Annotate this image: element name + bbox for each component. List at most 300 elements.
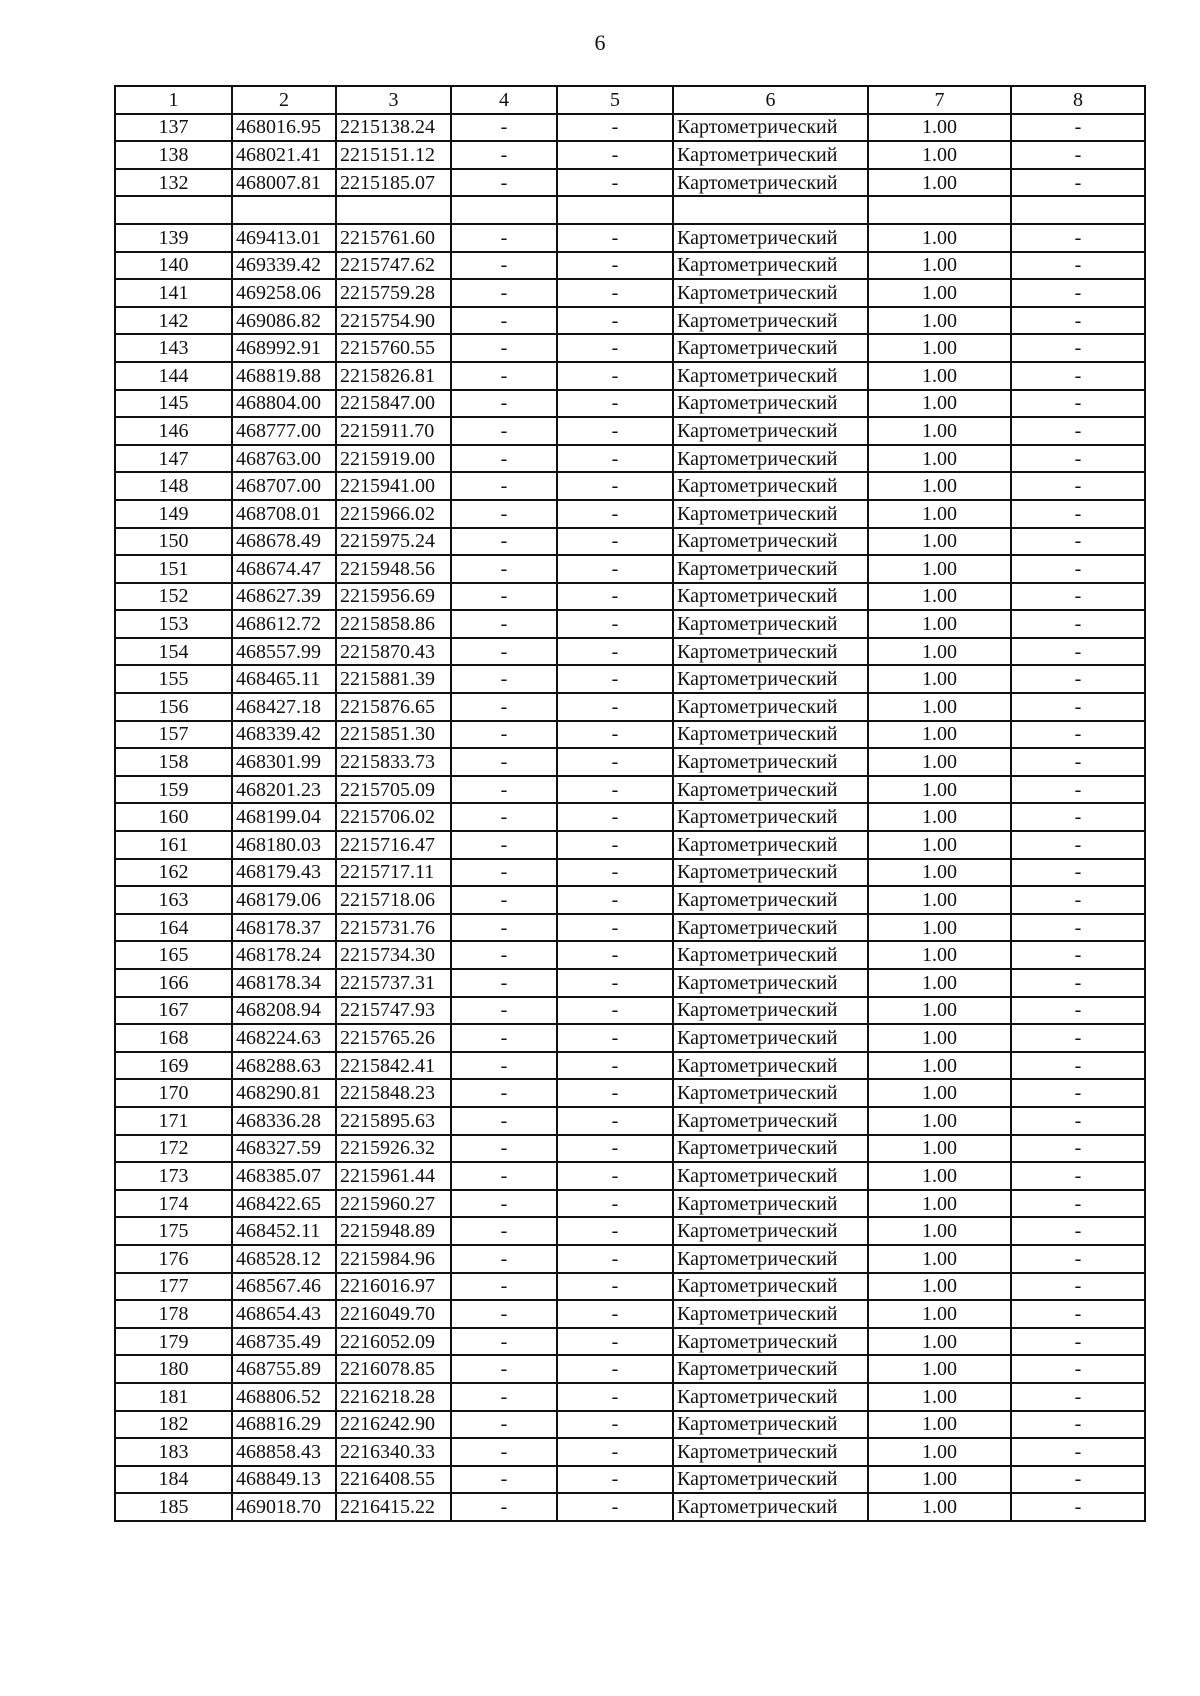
col4-cell: -	[451, 721, 557, 749]
accuracy-cell: 1.00	[868, 472, 1011, 500]
x-coordinate-cell: 468612.72	[232, 610, 336, 638]
point-number-cell: 162	[115, 859, 232, 887]
y-coordinate-cell: 2216078.85	[336, 1355, 451, 1383]
col5-cell: -	[557, 334, 673, 362]
col4-cell: -	[451, 997, 557, 1025]
col4-cell: -	[451, 748, 557, 776]
col8-cell: -	[1011, 1162, 1145, 1190]
col4-cell: -	[451, 1217, 557, 1245]
point-number-cell: 166	[115, 969, 232, 997]
point-number-cell: 172	[115, 1135, 232, 1163]
col5-cell: -	[557, 914, 673, 942]
x-coordinate-cell: 468178.24	[232, 941, 336, 969]
accuracy-cell: 1.00	[868, 997, 1011, 1025]
col4-cell: -	[451, 1383, 557, 1411]
point-number-cell: 182	[115, 1411, 232, 1439]
col4-cell: -	[451, 252, 557, 280]
accuracy-cell: 1.00	[868, 1355, 1011, 1383]
col4-cell: -	[451, 583, 557, 611]
y-coordinate-cell: 2215948.56	[336, 555, 451, 583]
x-coordinate-cell: 469086.82	[232, 307, 336, 335]
x-coordinate-cell: 468678.49	[232, 528, 336, 556]
col8-cell: -	[1011, 472, 1145, 500]
col5-cell: -	[557, 390, 673, 418]
point-number-cell: 180	[115, 1355, 232, 1383]
point-number-cell: 168	[115, 1024, 232, 1052]
accuracy-cell: 1.00	[868, 445, 1011, 473]
method-cell: Картометрический	[673, 1245, 868, 1273]
col5-cell: -	[557, 224, 673, 252]
method-cell: Картометрический	[673, 307, 868, 335]
x-coordinate-cell: 468208.94	[232, 997, 336, 1025]
table-row	[115, 334, 1145, 362]
accuracy-cell: 1.00	[868, 859, 1011, 887]
y-coordinate-cell: 2216218.28	[336, 1383, 451, 1411]
col4-cell	[451, 196, 557, 224]
col8-cell: -	[1011, 1107, 1145, 1135]
col5-cell: -	[557, 748, 673, 776]
col8-cell: -	[1011, 1328, 1145, 1356]
table-row	[115, 390, 1145, 418]
method-cell: Картометрический	[673, 583, 868, 611]
table-row	[115, 307, 1145, 335]
accuracy-cell: 1.00	[868, 1079, 1011, 1107]
table-row	[115, 914, 1145, 942]
col8-cell: -	[1011, 1190, 1145, 1218]
point-number-cell: 165	[115, 941, 232, 969]
x-coordinate-cell: 468465.11	[232, 665, 336, 693]
col4-cell: -	[451, 1245, 557, 1273]
x-coordinate-cell: 468336.28	[232, 1107, 336, 1135]
col5-cell: -	[557, 1162, 673, 1190]
col8-cell: -	[1011, 914, 1145, 942]
y-coordinate-cell: 2215851.30	[336, 721, 451, 749]
coordinates-table	[114, 85, 1146, 1522]
accuracy-cell: 1.00	[868, 748, 1011, 776]
header-cell: 3	[336, 86, 451, 114]
table-row	[115, 748, 1145, 776]
col4-cell: -	[451, 500, 557, 528]
accuracy-cell: 1.00	[868, 279, 1011, 307]
col8-cell: -	[1011, 1052, 1145, 1080]
method-cell: Картометрический	[673, 665, 868, 693]
x-coordinate-cell: 468777.00	[232, 417, 336, 445]
accuracy-cell: 1.00	[868, 831, 1011, 859]
point-number-cell: 185	[115, 1493, 232, 1521]
col8-cell: -	[1011, 721, 1145, 749]
col4-cell: -	[451, 1355, 557, 1383]
col8-cell: -	[1011, 141, 1145, 169]
table-row	[115, 941, 1145, 969]
col8-cell: -	[1011, 831, 1145, 859]
y-coordinate-cell: 2215876.65	[336, 693, 451, 721]
col4-cell: -	[451, 803, 557, 831]
col8-cell: -	[1011, 1273, 1145, 1301]
point-number-cell: 158	[115, 748, 232, 776]
col5-cell: -	[557, 721, 673, 749]
method-cell: Картометрический	[673, 279, 868, 307]
col8-cell: -	[1011, 334, 1145, 362]
table-row	[115, 610, 1145, 638]
table-row	[115, 665, 1145, 693]
x-coordinate-cell: 468327.59	[232, 1135, 336, 1163]
point-number-cell: 139	[115, 224, 232, 252]
x-coordinate-cell: 468301.99	[232, 748, 336, 776]
col4-cell: -	[451, 1466, 557, 1494]
point-number-cell: 142	[115, 307, 232, 335]
header-cell: 7	[868, 86, 1011, 114]
col5-cell: -	[557, 141, 673, 169]
accuracy-cell: 1.00	[868, 1135, 1011, 1163]
accuracy-cell: 1.00	[868, 1466, 1011, 1494]
table-row	[115, 555, 1145, 583]
x-coordinate-cell: 468654.43	[232, 1300, 336, 1328]
method-cell: Картометрический	[673, 500, 868, 528]
y-coordinate-cell: 2215759.28	[336, 279, 451, 307]
col8-cell: -	[1011, 1217, 1145, 1245]
col4-cell: -	[451, 1135, 557, 1163]
col5-cell: -	[557, 1273, 673, 1301]
table-row	[115, 141, 1145, 169]
y-coordinate-cell: 2215895.63	[336, 1107, 451, 1135]
col4-cell: -	[451, 1300, 557, 1328]
y-coordinate-cell: 2215919.00	[336, 445, 451, 473]
col8-cell: -	[1011, 997, 1145, 1025]
y-coordinate-cell: 2215847.00	[336, 390, 451, 418]
x-coordinate-cell: 468992.91	[232, 334, 336, 362]
method-cell: Картометрический	[673, 914, 868, 942]
x-coordinate-cell: 469018.70	[232, 1493, 336, 1521]
table-row	[115, 638, 1145, 666]
method-cell: Картометрический	[673, 445, 868, 473]
table-row	[115, 445, 1145, 473]
accuracy-cell: 1.00	[868, 665, 1011, 693]
col5-cell: -	[557, 279, 673, 307]
col8-cell: -	[1011, 1466, 1145, 1494]
y-coordinate-cell: 2215737.31	[336, 969, 451, 997]
y-coordinate-cell: 2216049.70	[336, 1300, 451, 1328]
y-coordinate-cell: 2216052.09	[336, 1328, 451, 1356]
col4-cell: -	[451, 1273, 557, 1301]
accuracy-cell: 1.00	[868, 390, 1011, 418]
header-cell: 8	[1011, 86, 1145, 114]
x-coordinate-cell: 468339.42	[232, 721, 336, 749]
y-coordinate-cell: 2215760.55	[336, 334, 451, 362]
col4-cell: -	[451, 445, 557, 473]
col4-cell: -	[451, 941, 557, 969]
x-coordinate-cell: 468858.43	[232, 1438, 336, 1466]
table-row	[115, 1355, 1145, 1383]
y-coordinate-cell: 2215754.90	[336, 307, 451, 335]
col8-cell: -	[1011, 390, 1145, 418]
col8-cell: -	[1011, 610, 1145, 638]
col5-cell: -	[557, 1493, 673, 1521]
x-coordinate-cell: 468288.63	[232, 1052, 336, 1080]
col5-cell: -	[557, 941, 673, 969]
y-coordinate-cell: 2215870.43	[336, 638, 451, 666]
point-number-cell: 178	[115, 1300, 232, 1328]
point-number-cell: 151	[115, 555, 232, 583]
accuracy-cell: 1.00	[868, 1411, 1011, 1439]
table-row	[115, 1300, 1145, 1328]
y-coordinate-cell: 2215185.07	[336, 169, 451, 197]
col4-cell: -	[451, 169, 557, 197]
method-cell	[673, 196, 868, 224]
col5-cell: -	[557, 362, 673, 390]
col5-cell: -	[557, 114, 673, 142]
x-coordinate-cell: 468674.47	[232, 555, 336, 583]
x-coordinate-cell: 468179.06	[232, 886, 336, 914]
x-coordinate-cell: 468385.07	[232, 1162, 336, 1190]
col5-cell: -	[557, 1135, 673, 1163]
col5-cell: -	[557, 528, 673, 556]
x-coordinate-cell: 469413.01	[232, 224, 336, 252]
col8-cell: -	[1011, 748, 1145, 776]
point-number-cell: 160	[115, 803, 232, 831]
table-row	[115, 859, 1145, 887]
y-coordinate-cell: 2215911.70	[336, 417, 451, 445]
col4-cell: -	[451, 638, 557, 666]
point-number-cell: 137	[115, 114, 232, 142]
method-cell: Картометрический	[673, 610, 868, 638]
col5-cell: -	[557, 169, 673, 197]
table-row	[115, 997, 1145, 1025]
table-row	[115, 776, 1145, 804]
method-cell: Картометрический	[673, 721, 868, 749]
x-coordinate-cell: 468816.29	[232, 1411, 336, 1439]
accuracy-cell: 1.00	[868, 693, 1011, 721]
x-coordinate-cell: 468735.49	[232, 1328, 336, 1356]
accuracy-cell: 1.00	[868, 1493, 1011, 1521]
method-cell: Картометрический	[673, 1300, 868, 1328]
accuracy-cell: 1.00	[868, 776, 1011, 804]
table-row	[115, 1107, 1145, 1135]
table-row	[115, 279, 1145, 307]
table-row	[115, 1383, 1145, 1411]
table-row	[115, 886, 1145, 914]
header-cell: 2	[232, 86, 336, 114]
accuracy-cell: 1.00	[868, 1217, 1011, 1245]
y-coordinate-cell	[336, 196, 451, 224]
x-coordinate-cell: 468755.89	[232, 1355, 336, 1383]
header-cell: 4	[451, 86, 557, 114]
table-row-blank	[115, 196, 1145, 224]
accuracy-cell: 1.00	[868, 583, 1011, 611]
col4-cell: -	[451, 1024, 557, 1052]
col8-cell: -	[1011, 1300, 1145, 1328]
x-coordinate-cell: 468567.46	[232, 1273, 336, 1301]
point-number-cell: 176	[115, 1245, 232, 1273]
col4-cell: -	[451, 1162, 557, 1190]
col5-cell: -	[557, 1217, 673, 1245]
table-row	[115, 224, 1145, 252]
point-number-cell: 156	[115, 693, 232, 721]
method-cell: Картометрический	[673, 886, 868, 914]
y-coordinate-cell: 2215138.24	[336, 114, 451, 142]
table-row	[115, 721, 1145, 749]
x-coordinate-cell: 468016.95	[232, 114, 336, 142]
method-cell: Картометрический	[673, 969, 868, 997]
col8-cell: -	[1011, 638, 1145, 666]
point-number-cell: 183	[115, 1438, 232, 1466]
accuracy-cell: 1.00	[868, 169, 1011, 197]
col5-cell: -	[557, 307, 673, 335]
y-coordinate-cell: 2215731.76	[336, 914, 451, 942]
method-cell: Картометрический	[673, 748, 868, 776]
method-cell: Картометрический	[673, 1024, 868, 1052]
col8-cell: -	[1011, 776, 1145, 804]
table-row	[115, 528, 1145, 556]
table-body	[115, 114, 1145, 1521]
point-number-cell: 150	[115, 528, 232, 556]
table-row	[115, 1135, 1145, 1163]
accuracy-cell: 1.00	[868, 334, 1011, 362]
y-coordinate-cell: 2215961.44	[336, 1162, 451, 1190]
x-coordinate-cell: 468179.43	[232, 859, 336, 887]
col8-cell: -	[1011, 445, 1145, 473]
y-coordinate-cell: 2215881.39	[336, 665, 451, 693]
accuracy-cell: 1.00	[868, 1328, 1011, 1356]
accuracy-cell: 1.00	[868, 555, 1011, 583]
method-cell: Картометрический	[673, 1355, 868, 1383]
method-cell: Картометрический	[673, 997, 868, 1025]
accuracy-cell: 1.00	[868, 1107, 1011, 1135]
y-coordinate-cell: 2215975.24	[336, 528, 451, 556]
table-row	[115, 1438, 1145, 1466]
col8-cell: -	[1011, 1245, 1145, 1273]
point-number-cell: 146	[115, 417, 232, 445]
x-coordinate-cell: 469258.06	[232, 279, 336, 307]
col5-cell: -	[557, 1107, 673, 1135]
col4-cell: -	[451, 362, 557, 390]
method-cell: Картометрический	[673, 1217, 868, 1245]
header-cell: 6	[673, 86, 868, 114]
table-row	[115, 362, 1145, 390]
y-coordinate-cell: 2215941.00	[336, 472, 451, 500]
method-cell: Картометрический	[673, 941, 868, 969]
y-coordinate-cell: 2215734.30	[336, 941, 451, 969]
y-coordinate-cell: 2215858.86	[336, 610, 451, 638]
accuracy-cell: 1.00	[868, 1024, 1011, 1052]
accuracy-cell: 1.00	[868, 721, 1011, 749]
point-number-cell: 148	[115, 472, 232, 500]
accuracy-cell: 1.00	[868, 114, 1011, 142]
point-number-cell: 181	[115, 1383, 232, 1411]
y-coordinate-cell: 2216242.90	[336, 1411, 451, 1439]
x-coordinate-cell: 468707.00	[232, 472, 336, 500]
col4-cell: -	[451, 1328, 557, 1356]
accuracy-cell: 1.00	[868, 1052, 1011, 1080]
y-coordinate-cell: 2215842.41	[336, 1052, 451, 1080]
method-cell: Картометрический	[673, 528, 868, 556]
point-number-cell: 141	[115, 279, 232, 307]
point-number-cell: 184	[115, 1466, 232, 1494]
method-cell: Картометрический	[673, 472, 868, 500]
col4-cell: -	[451, 307, 557, 335]
method-cell: Картометрический	[673, 1273, 868, 1301]
x-coordinate-cell	[232, 196, 336, 224]
table-row	[115, 1079, 1145, 1107]
col4-cell: -	[451, 776, 557, 804]
col4-cell: -	[451, 969, 557, 997]
x-coordinate-cell: 468557.99	[232, 638, 336, 666]
table-row	[115, 500, 1145, 528]
point-number-cell: 152	[115, 583, 232, 611]
method-cell: Картометрический	[673, 1466, 868, 1494]
col5-cell: -	[557, 859, 673, 887]
col8-cell: -	[1011, 693, 1145, 721]
x-coordinate-cell: 468422.65	[232, 1190, 336, 1218]
method-cell: Картометрический	[673, 1328, 868, 1356]
col4-cell: -	[451, 390, 557, 418]
table-row	[115, 417, 1145, 445]
method-cell: Картометрический	[673, 638, 868, 666]
point-number-cell: 174	[115, 1190, 232, 1218]
accuracy-cell: 1.00	[868, 1300, 1011, 1328]
header-row	[115, 86, 1145, 114]
table-row	[115, 1024, 1145, 1052]
table-row	[115, 169, 1145, 197]
y-coordinate-cell: 2215151.12	[336, 141, 451, 169]
col8-cell: -	[1011, 1024, 1145, 1052]
x-coordinate-cell: 468427.18	[232, 693, 336, 721]
col8-cell: -	[1011, 224, 1145, 252]
col5-cell: -	[557, 445, 673, 473]
col4-cell: -	[451, 1190, 557, 1218]
point-number-cell: 143	[115, 334, 232, 362]
method-cell: Картометрический	[673, 803, 868, 831]
method-cell: Картометрический	[673, 169, 868, 197]
col5-cell: -	[557, 610, 673, 638]
x-coordinate-cell: 468627.39	[232, 583, 336, 611]
method-cell: Картометрический	[673, 1411, 868, 1439]
method-cell: Картометрический	[673, 831, 868, 859]
point-number-cell: 157	[115, 721, 232, 749]
col4-cell: -	[451, 1493, 557, 1521]
table-row	[115, 1245, 1145, 1273]
method-cell: Картометрический	[673, 1190, 868, 1218]
accuracy-cell: 1.00	[868, 803, 1011, 831]
point-number-cell: 170	[115, 1079, 232, 1107]
col8-cell: -	[1011, 1411, 1145, 1439]
accuracy-cell: 1.00	[868, 914, 1011, 942]
point-number-cell: 163	[115, 886, 232, 914]
x-coordinate-cell: 468763.00	[232, 445, 336, 473]
accuracy-cell: 1.00	[868, 362, 1011, 390]
point-number-cell: 155	[115, 665, 232, 693]
x-coordinate-cell: 468452.11	[232, 1217, 336, 1245]
col5-cell: -	[557, 1024, 673, 1052]
x-coordinate-cell: 468819.88	[232, 362, 336, 390]
x-coordinate-cell: 468201.23	[232, 776, 336, 804]
table-row	[115, 252, 1145, 280]
x-coordinate-cell: 468007.81	[232, 169, 336, 197]
y-coordinate-cell: 2215761.60	[336, 224, 451, 252]
method-cell: Картометрический	[673, 776, 868, 804]
method-cell: Картометрический	[673, 334, 868, 362]
col4-cell: -	[451, 555, 557, 583]
point-number-cell: 173	[115, 1162, 232, 1190]
col8-cell: -	[1011, 1493, 1145, 1521]
col4-cell: -	[451, 224, 557, 252]
table-row	[115, 1328, 1145, 1356]
table-row	[115, 1411, 1145, 1439]
y-coordinate-cell: 2215826.81	[336, 362, 451, 390]
x-coordinate-cell: 468708.01	[232, 500, 336, 528]
col8-cell: -	[1011, 969, 1145, 997]
table-row	[115, 1217, 1145, 1245]
col5-cell: -	[557, 1328, 673, 1356]
